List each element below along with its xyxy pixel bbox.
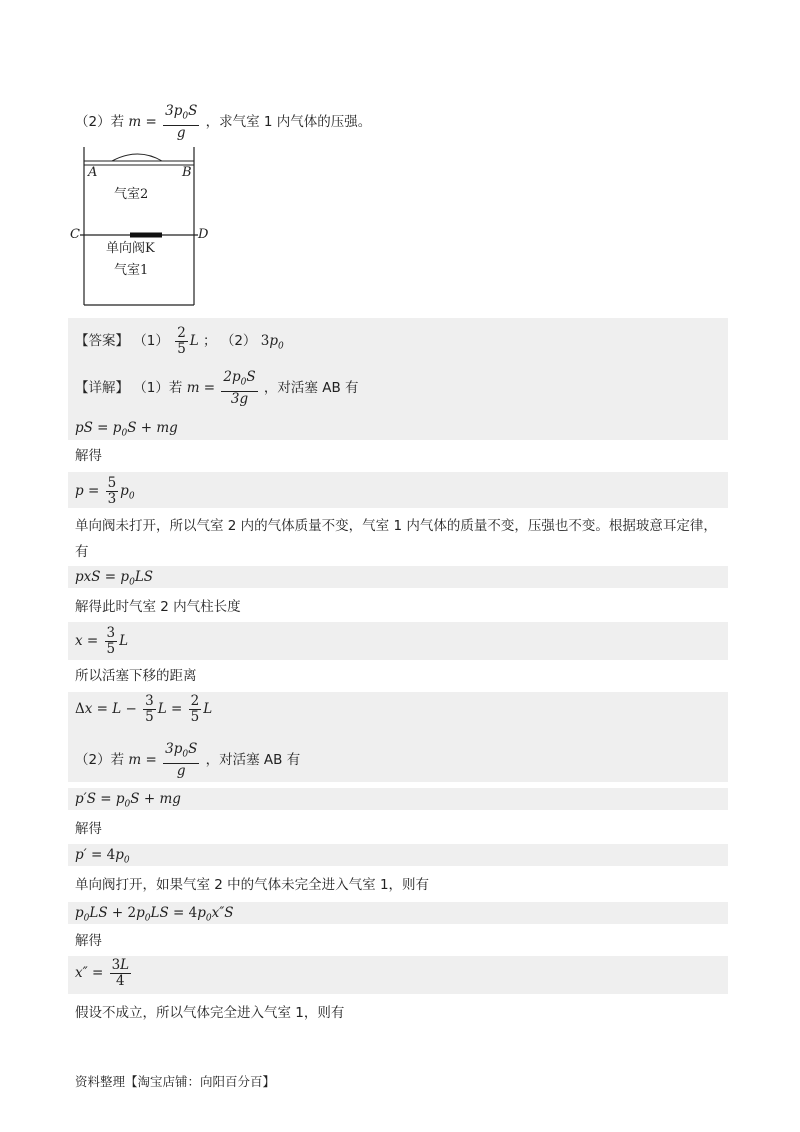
equation-2: p = $\frac{5}{3}$ $p_0$ xyxy=(75,475,135,507)
answer-2-formula: $3p_0$ xyxy=(260,333,284,352)
chamber-1-label: 气室1 xyxy=(114,263,149,278)
solve-2: 解得 xyxy=(75,821,102,837)
equation-9: x″ = $\frac{3L}{4}$ xyxy=(75,957,130,989)
solve-3: 解得 xyxy=(75,933,102,949)
equation-3: pxS = $p_0LS$ xyxy=(75,569,154,588)
detail-line: 【详解】 （1）若 m = $\frac{2p_0S}{3g}$ ，对活塞 AB 有 xyxy=(75,369,359,407)
label-d: D xyxy=(198,227,209,242)
valve-label: 单向阀K xyxy=(106,241,155,256)
label-b: B xyxy=(182,165,192,180)
equation-8: $p_0LS + 2p_0LS = 4p_0x''S$ xyxy=(75,905,234,924)
paragraph-1: 单向阀未打开，所以气室 2 内的气体质量不变，气室 1 内气体的质量不变，压强也不变。根据玻意耳定律， xyxy=(75,518,717,534)
label-c: C xyxy=(70,227,80,242)
paragraph-3: 所以活塞下移的距离 xyxy=(75,668,197,684)
answer-label: 【答案】 xyxy=(75,333,129,349)
solve-1: 解得 xyxy=(75,448,102,464)
detail-label: 【详解】 xyxy=(75,379,129,396)
paragraph-4: 单向阀打开，如果气室 2 中的气体未完全进入气室 1，则有 xyxy=(75,877,430,893)
footer-source: 资料整理【淘宝店铺：向阳百分百】 xyxy=(75,1074,276,1089)
question-2-prefix: （2）若 xyxy=(75,113,125,130)
equation-4: x = $\frac{3}{5}$ L xyxy=(75,625,129,657)
eq-band-2 xyxy=(68,472,728,508)
answer-line: 【答案】 （1） $\frac{2}{5}$ L ； （2） $3p_0$ xyxy=(75,325,284,357)
question-2-detail: （2）若 m = $\frac{3p_0S}{g}$ ，对活塞 AB 有 xyxy=(75,741,301,779)
question-2-suffix: ，求气室 1 内气体的压强。 xyxy=(205,113,372,130)
eq-band-9 xyxy=(68,956,728,994)
eq-band-7 xyxy=(68,844,728,866)
cylinder-diagram xyxy=(70,145,220,310)
paragraph-5: 假设不成立，所以气体完全进入气室 1，则有 xyxy=(75,1005,345,1021)
paragraph-2: 解得此时气室 2 内气柱长度 xyxy=(75,599,241,615)
equation-5: Δx = L − $\frac{3}{5}$ L = $\frac{2}{5}$ L xyxy=(75,693,213,725)
question-2 xyxy=(75,104,371,141)
paragraph-1b: 有 xyxy=(75,544,89,560)
chamber-2-label: 气室2 xyxy=(114,187,149,202)
equation-1: pS = $p_0S$ + mg xyxy=(75,420,178,439)
equation-6: $p'S = p_0S$ + mg xyxy=(75,791,181,810)
eq-band-4 xyxy=(68,622,728,660)
formula-m: m = $\frac{3p_0S}{g}$ xyxy=(128,103,198,141)
label-a: A xyxy=(88,165,98,180)
eq-band-3 xyxy=(68,566,728,588)
answer-1-formula: $\frac{2}{5}$ L xyxy=(177,325,199,357)
equation-7: $p' = 4p_0$ xyxy=(75,847,130,866)
